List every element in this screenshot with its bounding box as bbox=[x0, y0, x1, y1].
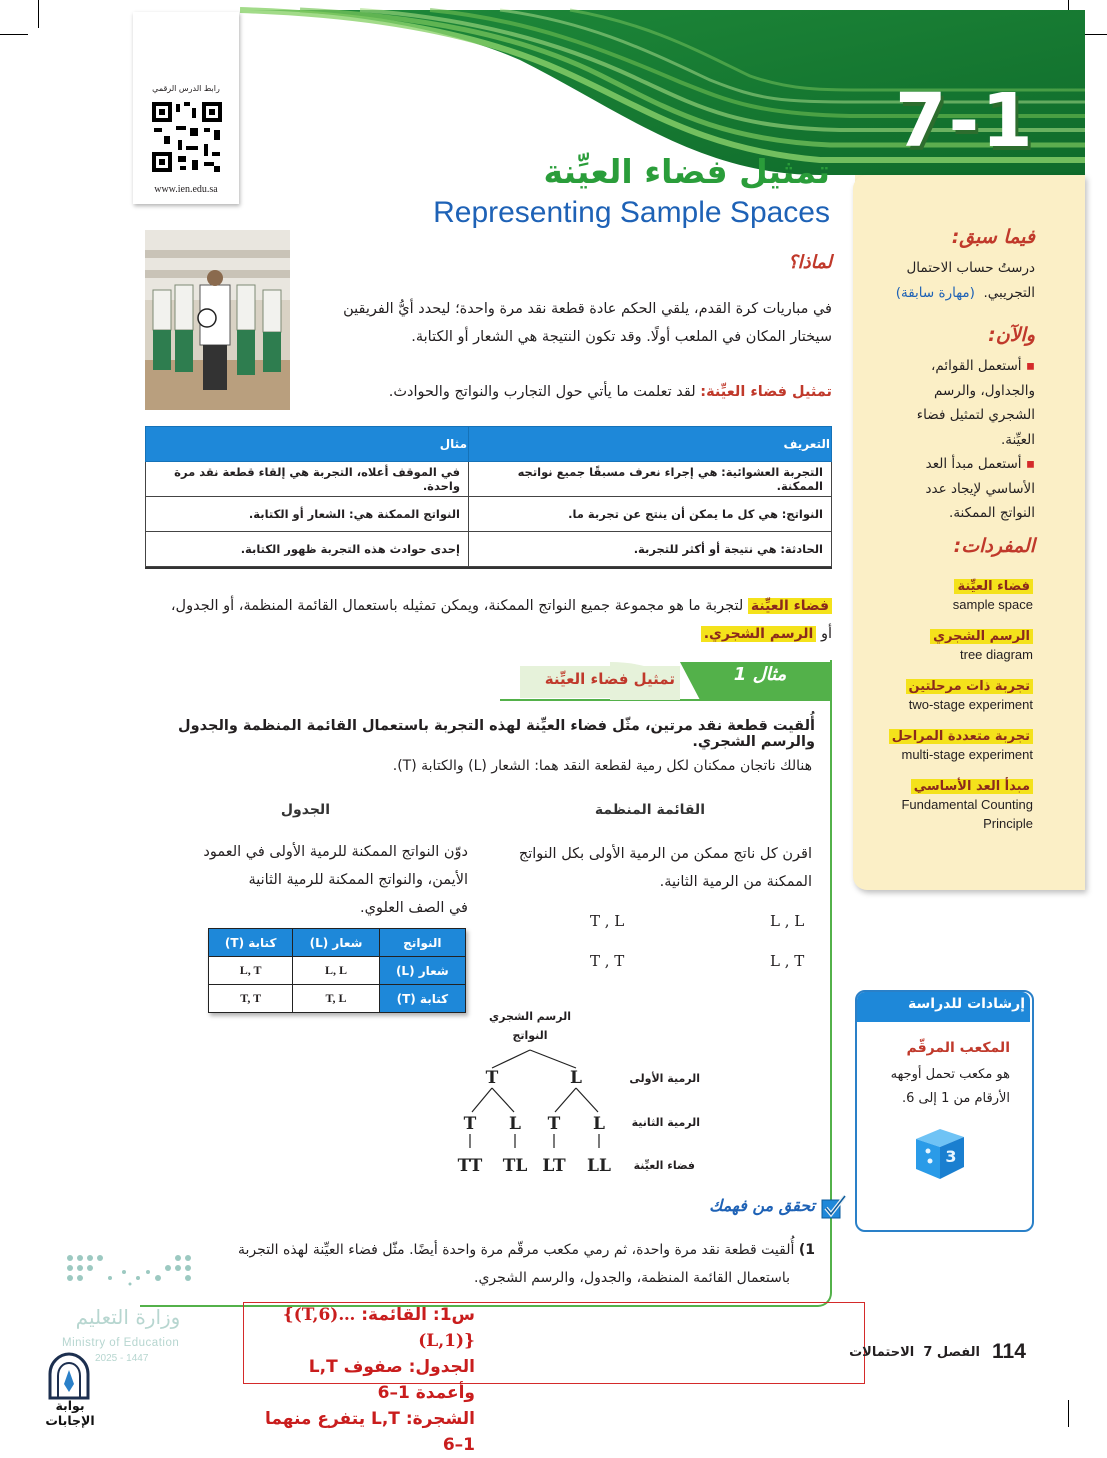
vocab-item bbox=[870, 725, 1033, 775]
previous-text bbox=[870, 256, 1035, 305]
answers-portal-logo bbox=[46, 1350, 92, 1400]
intro-line bbox=[300, 378, 832, 406]
dice-digit: 3 bbox=[945, 1147, 957, 1166]
table-instruction-line: في الصف العلوي. bbox=[360, 900, 468, 916]
ministry-name-en: Ministry of Education bbox=[62, 1337, 180, 1349]
grid-corner: النواتج bbox=[379, 929, 465, 957]
list-pair: L , L bbox=[770, 912, 805, 930]
tree-diagram bbox=[440, 1040, 620, 1180]
question-line: باستعمال القائمة المنظمة، والجدول، والرسم الشجري. bbox=[474, 1270, 790, 1286]
study-tip-line: هو مكعب تحمل أوجهه bbox=[890, 1067, 1010, 1082]
study-tip-subheading: المكعب المرقّم bbox=[906, 1040, 1010, 1056]
definition-text: أو bbox=[820, 626, 832, 642]
answer-text bbox=[250, 1302, 475, 1458]
answer-line: الجدول: صفوف L,T وأعمدة 1–6 bbox=[308, 1357, 475, 1403]
vocab-term-en: sample space bbox=[952, 597, 1033, 612]
list-instructions bbox=[490, 840, 812, 896]
list-heading: القائمة المنظمة bbox=[594, 802, 705, 818]
example-label: مثال 1 bbox=[733, 664, 787, 685]
vocab-list bbox=[870, 575, 1033, 832]
grid-cell: T, T bbox=[209, 985, 293, 1013]
now-item-line: النواتج الممكنة. bbox=[949, 505, 1035, 521]
tree-node: T bbox=[547, 1114, 561, 1134]
vocab-item bbox=[870, 625, 1033, 675]
footer-chapter bbox=[830, 1345, 980, 1360]
tree-outcomes-label: النواتج bbox=[512, 1029, 548, 1042]
lesson-number: 7-1 bbox=[895, 78, 1035, 164]
sample-space-definition bbox=[140, 592, 832, 648]
example-prompt: أُلقيت قطعة نقد مرتين، مثّل فضاء العيِّنة لهذه التجربة باستعمال القائمة المنظمة والجدول والرسم الشجري. bbox=[178, 718, 815, 750]
crop-mark bbox=[1068, 1400, 1069, 1427]
list-pair: T , T bbox=[590, 952, 625, 970]
tree-node: T bbox=[485, 1068, 499, 1088]
outcome-grid bbox=[208, 928, 466, 1013]
now-item-line: والجداول، والرسم bbox=[933, 382, 1035, 399]
tree-first-label: الرمية الأولى bbox=[629, 1072, 700, 1085]
qr-card bbox=[133, 12, 239, 204]
answers-portal-text: بوابة الإجابات bbox=[45, 1398, 95, 1428]
grid-cell: L, T bbox=[209, 957, 293, 985]
checkbox-icon bbox=[820, 1194, 848, 1220]
grid-row-header: شعار (L) bbox=[379, 957, 465, 985]
answer-line: الشجرة: L,T يتفرع منهما 1–6 bbox=[264, 1409, 475, 1455]
intro-heading: تمثيل فضاء العيِّنة: bbox=[700, 384, 832, 400]
why-heading: لماذا؟ bbox=[788, 252, 832, 273]
previous-note: (مهارة سابقة) bbox=[895, 284, 975, 301]
vocab-term-en: multi-stage experiment bbox=[901, 747, 1033, 762]
table-cell: إحدى حوادث هذه التجربة ظهور الكتابة. bbox=[146, 532, 469, 567]
list-pair: L , T bbox=[770, 952, 805, 970]
question-number: 1) bbox=[798, 1242, 815, 1258]
vocab-term-ar: تجربة متعددة المراحل bbox=[889, 729, 1033, 744]
table-cell: الحادثة: هي نتيجة أو أكثر للتجربة. bbox=[469, 532, 832, 567]
now-item: ▪ أستعمل مبدأ العد bbox=[925, 456, 1035, 472]
vocab-item bbox=[870, 775, 1033, 832]
now-item-line: الشجري لتمثيل فضاء bbox=[916, 407, 1035, 423]
table-heading: الجدول bbox=[280, 802, 330, 818]
check-question bbox=[195, 1236, 815, 1292]
example-title: تمثيل فضاء العيِّنة bbox=[544, 670, 675, 688]
table-rule bbox=[145, 567, 832, 569]
tree-space-label: فضاء العيِّنة bbox=[633, 1159, 695, 1172]
tree-leaf: LT bbox=[542, 1156, 566, 1176]
highlight-term: الرسم الشجري. bbox=[701, 626, 817, 642]
definition-text: لتجربة ما هو مجموعة جميع النواتج الممكنة، ويمكن تمثيله باستعمال القائمة المنظمة، أو الجدول، bbox=[170, 598, 744, 614]
column-header: التعريف bbox=[469, 427, 832, 462]
grid-row-header: كتابة (T) bbox=[379, 985, 465, 1013]
vocab-item bbox=[870, 675, 1033, 725]
tree-leaf: TT bbox=[457, 1156, 483, 1176]
now-item-line: العيِّنة. bbox=[1000, 431, 1035, 448]
qr-label: رابط الدرس الرقمي bbox=[152, 84, 220, 93]
example-outcomes: هنالك ناتجان ممكنان لكل رمية لقطعة النقد هما: الشعار (L) والكتابة (T). bbox=[392, 758, 812, 774]
definitions-table bbox=[145, 426, 832, 567]
table-instruction-line: دوّن النواتج الممكنة للرمية الأولى في العمود bbox=[203, 844, 468, 860]
grid-col-header: شعار (L) bbox=[293, 929, 379, 957]
table-row bbox=[146, 532, 832, 567]
why-text bbox=[300, 295, 832, 351]
page-title: تمثيل فضاء العيِّنة bbox=[543, 152, 830, 191]
study-tip-text bbox=[870, 1063, 1010, 1111]
tree-node: T bbox=[463, 1114, 477, 1134]
tree-node: L bbox=[593, 1114, 605, 1134]
table-cell: النواتج الممكنة هي: الشعار أو الكتابة. bbox=[146, 497, 469, 532]
intro-text: لقد تعلمت ما يأتي حول التجارب والنواتج والحوادث. bbox=[388, 384, 696, 400]
now-item-line: الأساسي لإيجاد عدد bbox=[925, 480, 1035, 497]
table-header-row bbox=[146, 427, 832, 462]
study-tip-line: الأرقام من 1 إلى 6. bbox=[901, 1091, 1010, 1106]
tree-leaf: LL bbox=[587, 1156, 611, 1176]
tree-leaf: TL bbox=[502, 1156, 528, 1176]
vocab-term-en: tree diagram bbox=[960, 647, 1033, 662]
grid-col-header: كتابة (T) bbox=[209, 929, 293, 957]
highlight-term: فضاء العيِّنة bbox=[748, 598, 832, 614]
vocab-term-ar: تجربة ذات مرحلتين bbox=[906, 679, 1033, 694]
answer-line: س1: القائمة: {(T,6)…(L,1)} bbox=[282, 1305, 475, 1351]
list-instruction-line: اقرن كل ناتج ممكن من الرمية الأولى بكل النواتج bbox=[518, 846, 812, 862]
vocab-term-ar: مبدأ العد الأساسي bbox=[911, 779, 1033, 794]
dice-icon bbox=[910, 1125, 970, 1183]
now-list bbox=[870, 354, 1035, 526]
tree-second-label: الرمية الثانية bbox=[631, 1116, 700, 1129]
table-cell: في الموقف أعلاه، التجربة هي إلقاء قطعة نقد مرة واحدة. bbox=[146, 462, 469, 497]
vocab-term-en: Fundamental Counting bbox=[901, 797, 1033, 812]
table-row bbox=[146, 497, 832, 532]
grid-cell: L, L bbox=[293, 957, 379, 985]
chapter-label: الفصل 7 bbox=[923, 1345, 980, 1360]
vocab-heading: المفردات: bbox=[953, 535, 1035, 557]
question-line: أُلقيت قطعة نقد مرة واحدة، ثم رمي مكعب مرقّم مرة واحدة أيضًا. مثّل فضاء العيِّنة لهذه التجربة bbox=[238, 1242, 795, 1258]
chapter-title: الاحتمالات bbox=[849, 1345, 915, 1360]
check-heading: تحقق من فهمك bbox=[709, 1196, 815, 1215]
vocab-term-ar: فضاء العيِّنة bbox=[954, 579, 1033, 594]
tree-title: الرسم الشجري bbox=[489, 1010, 571, 1023]
table-row bbox=[146, 462, 832, 497]
page-subtitle: Representing Sample Spaces bbox=[433, 196, 830, 229]
qr-code-icon[interactable] bbox=[150, 100, 224, 174]
vocab-item bbox=[870, 575, 1033, 625]
vocab-term-en: Principle bbox=[983, 816, 1033, 831]
tree-node: L bbox=[509, 1114, 521, 1134]
previous-line: التجريبي. bbox=[983, 284, 1035, 301]
edition-year: 2025 - 1447 bbox=[95, 1353, 149, 1364]
column-header: مثال bbox=[146, 427, 469, 462]
list-pair: T , L bbox=[590, 912, 625, 930]
list-instruction-line: الممكنة من الرمية الثانية. bbox=[659, 874, 812, 890]
vocab-term-en: two-stage experiment bbox=[908, 697, 1033, 712]
previous-line: درستُ حساب الاحتمال bbox=[906, 260, 1035, 276]
ministry-name-ar: وزارة التعليم bbox=[75, 1305, 181, 1329]
why-line: سيختار المكان في الملعب أولًا. وقد تكون النتيجة هي الشعار أو الكتابة. bbox=[411, 329, 832, 345]
football-photo bbox=[145, 230, 290, 410]
ministry-dots-logo bbox=[60, 1250, 200, 1300]
table-instructions bbox=[150, 838, 468, 922]
grid-cell: T, L bbox=[293, 985, 379, 1013]
page-number: 114 bbox=[992, 1340, 1026, 1363]
vocab-term-ar: الرسم الشجري bbox=[930, 629, 1033, 644]
table-cell: النواتج: هي كل ما يمكن أن ينتج عن تجربة ما. bbox=[469, 497, 832, 532]
why-line: في مباريات كرة القدم، يلقي الحكم عادة قطعة نقد مرة واحدة؛ ليحدد أيُّ الفريقين bbox=[343, 301, 832, 317]
previous-heading: فيما سبق: bbox=[951, 226, 1035, 248]
table-instruction-line: الأيمن، والنواتج الممكنة للرمية الثانية bbox=[248, 872, 468, 888]
study-tip-heading: إرشادات للدراسة bbox=[908, 996, 1025, 1012]
qr-url: www.ien.edu.sa bbox=[154, 184, 218, 195]
study-tip-box bbox=[855, 990, 1034, 1232]
table-cell: التجربة العشوائية: هي إجراء نعرف مسبقًا جميع نواتجه الممكنة. bbox=[469, 462, 832, 497]
now-item: ▪ أستعمل القوائم، bbox=[931, 358, 1035, 374]
now-heading: والآن: bbox=[988, 324, 1035, 346]
tree-node: L bbox=[570, 1068, 582, 1088]
